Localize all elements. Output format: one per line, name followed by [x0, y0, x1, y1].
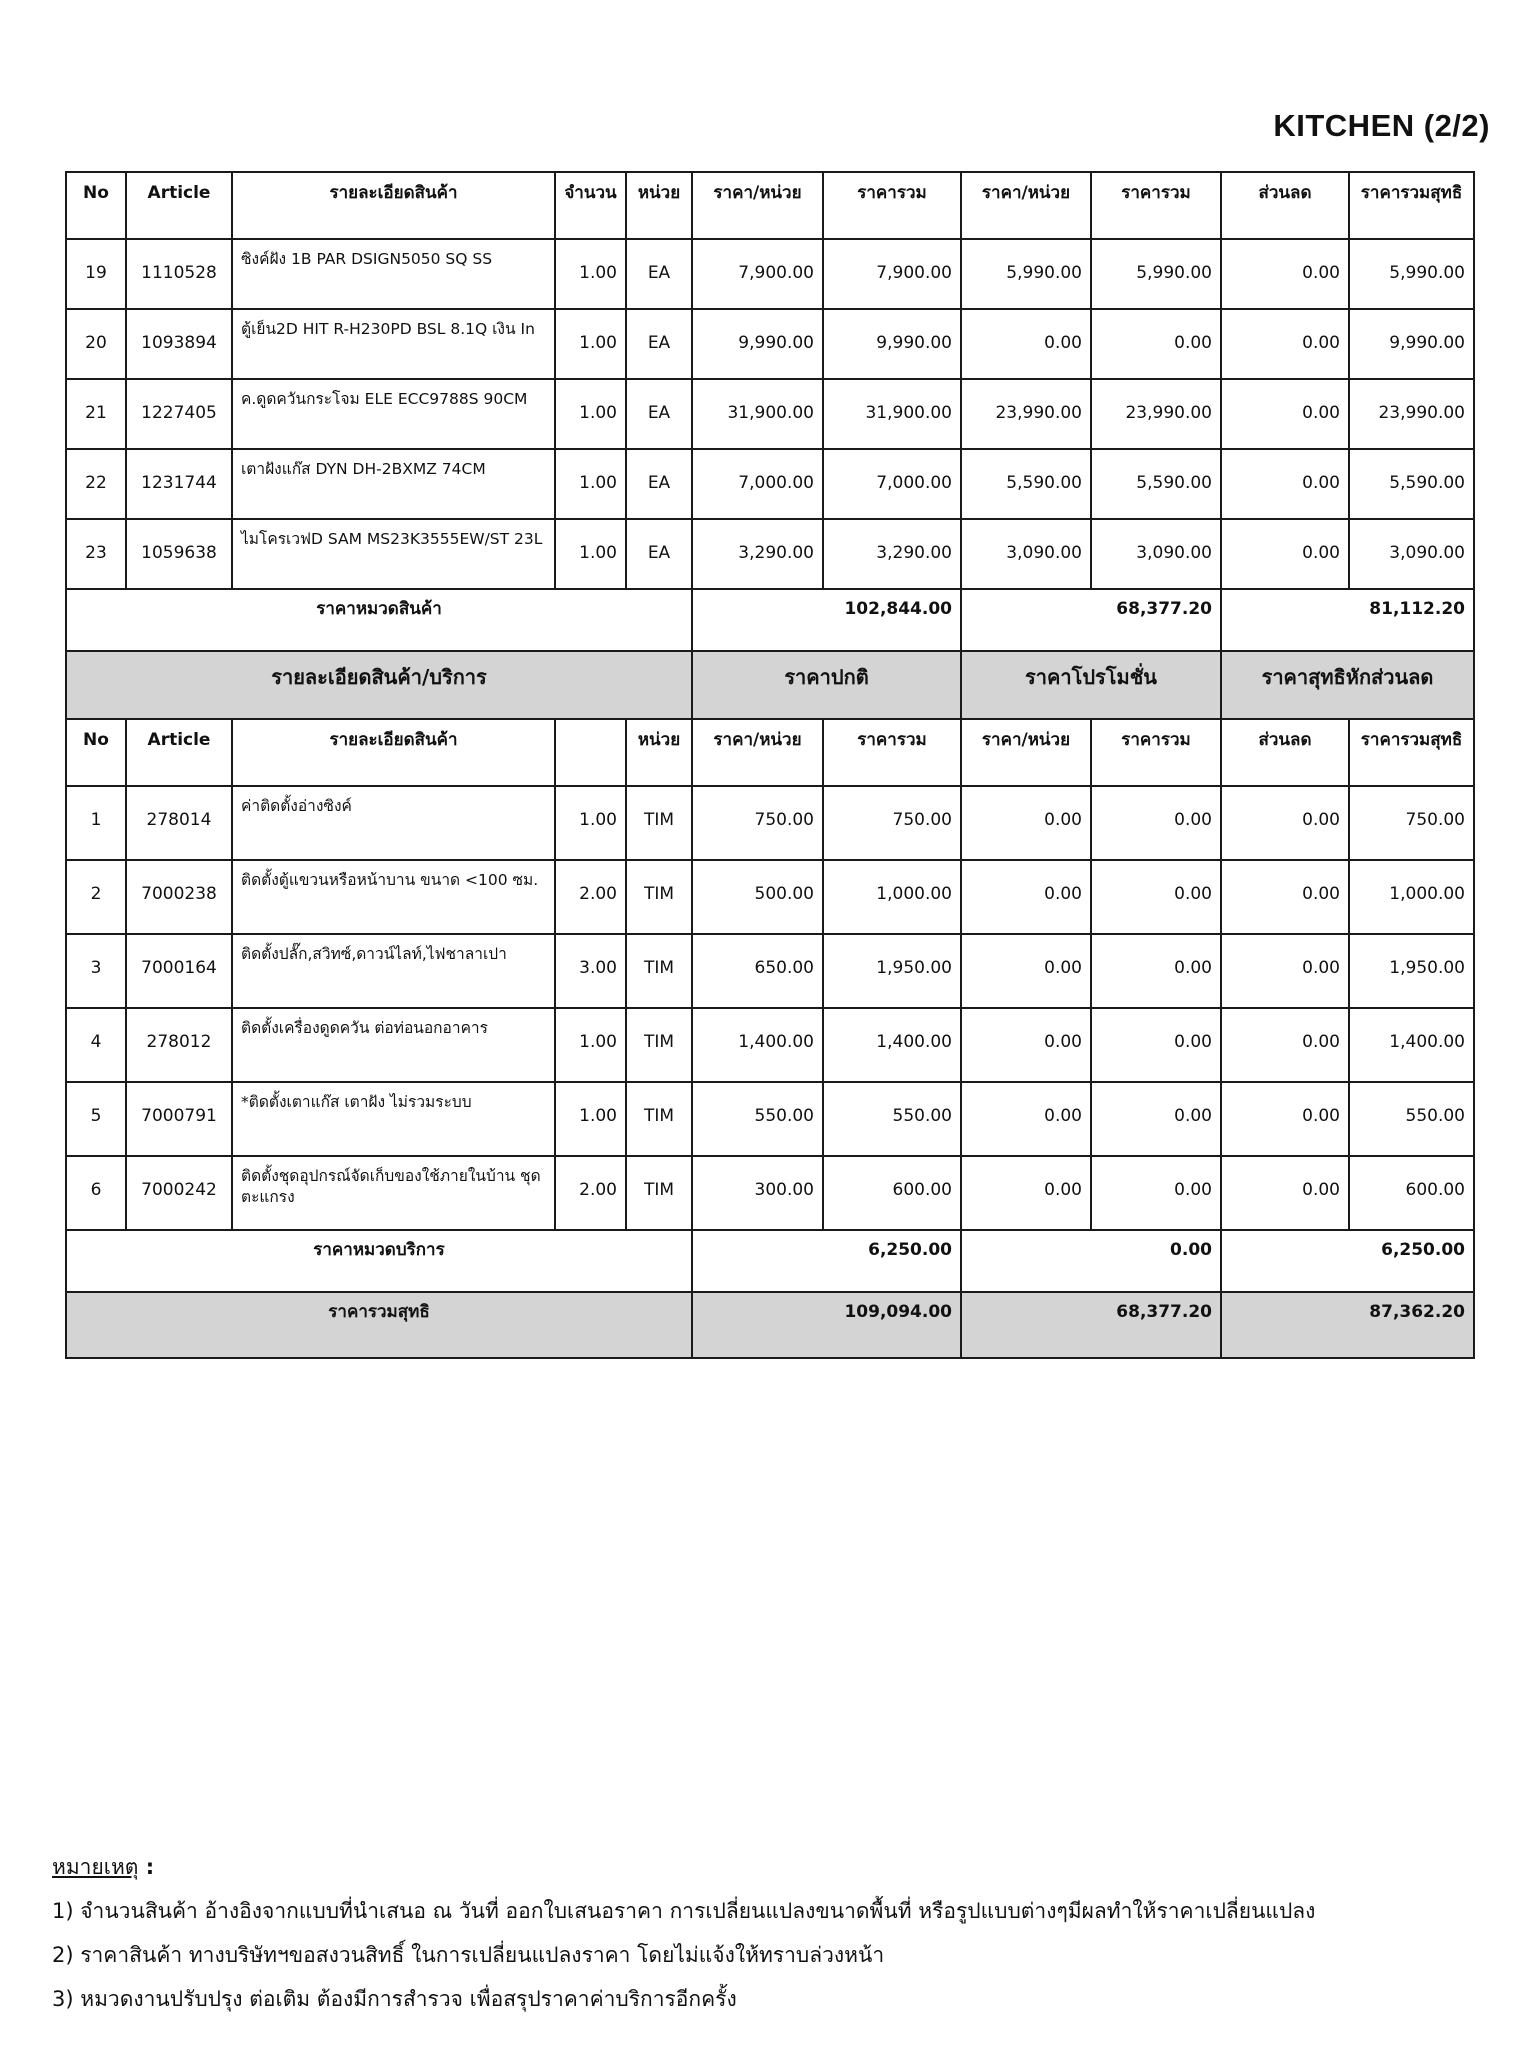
row-article: 1093894 [126, 309, 232, 379]
note-item: 1) จำนวนสินค้า อ้างอิงจากแบบที่นำเสนอ ณ วันที่ ออกใบเสนอราคา การเปลี่ยนแปลงขนาดพื้นที่ หรือรูปแบบต่างๆมีผลทำให้ราคาเปลี่ยนแปลง [52, 1899, 1316, 1923]
service-subtotal-label: ราคาหมวดบริการ [66, 1230, 692, 1292]
row-qty: 2.00 [555, 860, 626, 934]
service-row [66, 786, 1474, 860]
row-discount: 0.00 [1221, 1156, 1349, 1230]
row-normal-unit-price: 7,900.00 [692, 239, 823, 309]
row-desc: ค่าติดตั้งอ่างซิงค์ [232, 786, 555, 860]
header-promo-unit-price: ราคา/หน่วย [961, 172, 1091, 239]
row-qty: 2.00 [555, 1156, 626, 1230]
row-promo-unit-price: 0.00 [961, 309, 1091, 379]
row-promo-unit-price: 23,990.00 [961, 379, 1091, 449]
row-article: 1227405 [126, 379, 232, 449]
service-row [66, 860, 1474, 934]
row-net-total: 1,400.00 [1349, 1008, 1474, 1082]
product-row [66, 449, 1474, 519]
row-net-total: 1,950.00 [1349, 934, 1474, 1008]
row-article: 1231744 [126, 449, 232, 519]
product-row [66, 239, 1474, 309]
row-desc: ติดตั้งชุดอุปกรณ์จัดเก็บของใช้ภายในบ้าน ชุดตะแกรง [232, 1156, 555, 1230]
row-normal-total: 550.00 [823, 1082, 961, 1156]
row-discount: 0.00 [1221, 786, 1349, 860]
row-desc: ติดตั้งปลั๊ก,สวิทซ์,ดาวน์ไลท์,ไฟชาลาเปา [232, 934, 555, 1008]
row-unit: TIM [626, 786, 692, 860]
row-normal-total: 750.00 [823, 786, 961, 860]
row-desc: *ติดตั้งเตาแก๊ส เตาฝัง ไม่รวมระบบ [232, 1082, 555, 1156]
row-net-total: 23,990.00 [1349, 379, 1474, 449]
row-normal-total: 1,000.00 [823, 860, 961, 934]
row-promo-total: 0.00 [1091, 786, 1221, 860]
header-qty-empty [555, 719, 626, 786]
row-discount: 0.00 [1221, 519, 1349, 589]
notes-heading [52, 1845, 1492, 1889]
row-article: 7000238 [126, 860, 232, 934]
header-normal-unit-price: ราคา/หน่วย [692, 172, 823, 239]
row-normal-unit-price: 1,400.00 [692, 1008, 823, 1082]
service-row [66, 1156, 1474, 1230]
row-promo-total: 5,990.00 [1091, 239, 1221, 309]
row-discount: 0.00 [1221, 379, 1349, 449]
section-header-promo: ราคาโปรโมชั่น [961, 651, 1221, 719]
row-qty: 1.00 [555, 379, 626, 449]
row-qty: 1.00 [555, 449, 626, 519]
row-no: 19 [66, 239, 126, 309]
row-promo-unit-price: 3,090.00 [961, 519, 1091, 589]
row-desc: ค.ดูดควันกระโจม ELE ECC9788S 90CM [232, 379, 555, 449]
row-net-total: 600.00 [1349, 1156, 1474, 1230]
row-normal-total: 3,290.00 [823, 519, 961, 589]
row-normal-unit-price: 550.00 [692, 1082, 823, 1156]
quotation-table [65, 171, 1475, 1359]
header-promo-total: ราคารวม [1091, 172, 1221, 239]
row-discount: 0.00 [1221, 309, 1349, 379]
row-desc: เตาฝังแก๊ส DYN DH-2BXMZ 74CM [232, 449, 555, 519]
header-discount: ส่วนลด [1221, 719, 1349, 786]
row-promo-unit-price: 0.00 [961, 1082, 1091, 1156]
row-normal-total: 7,000.00 [823, 449, 961, 519]
section-header-net: ราคาสุทธิหักส่วนลด [1221, 651, 1474, 719]
header-promo-total: ราคารวม [1091, 719, 1221, 786]
row-promo-total: 0.00 [1091, 1008, 1221, 1082]
row-discount: 0.00 [1221, 1082, 1349, 1156]
grand-total-promo: 68,377.20 [961, 1292, 1221, 1358]
row-desc: ติดตั้งตู้แขวนหรือหน้าบาน ขนาด <100 ซม. [232, 860, 555, 934]
row-normal-total: 1,950.00 [823, 934, 961, 1008]
header-no: No [66, 172, 126, 239]
row-unit: TIM [626, 934, 692, 1008]
grand-total-normal: 109,094.00 [692, 1292, 961, 1358]
row-desc: ติดตั้งเครื่องดูดควัน ต่อท่อนอกอาคาร [232, 1008, 555, 1082]
row-net-total: 3,090.00 [1349, 519, 1474, 589]
row-promo-unit-price: 0.00 [961, 1156, 1091, 1230]
row-no: 21 [66, 379, 126, 449]
row-net-total: 9,990.00 [1349, 309, 1474, 379]
service-row [66, 1082, 1474, 1156]
row-promo-total: 23,990.00 [1091, 379, 1221, 449]
row-normal-unit-price: 300.00 [692, 1156, 823, 1230]
header-article: Article [126, 172, 232, 239]
header-unit: หน่วย [626, 172, 692, 239]
row-qty: 1.00 [555, 239, 626, 309]
row-qty: 1.00 [555, 519, 626, 589]
product-subtotal-row [66, 589, 1474, 651]
header-qty: จำนวน [555, 172, 626, 239]
service-subtotal-net: 6,250.00 [1221, 1230, 1474, 1292]
row-unit: TIM [626, 1156, 692, 1230]
service-header-row [66, 719, 1474, 786]
row-promo-unit-price: 0.00 [961, 860, 1091, 934]
row-no: 2 [66, 860, 126, 934]
row-normal-unit-price: 3,290.00 [692, 519, 823, 589]
service-section-header [66, 651, 1474, 719]
row-normal-total: 7,900.00 [823, 239, 961, 309]
row-no: 5 [66, 1082, 126, 1156]
row-discount: 0.00 [1221, 239, 1349, 309]
product-subtotal-normal: 102,844.00 [692, 589, 961, 651]
product-subtotal-label: ราคาหมวดสินค้า [66, 589, 692, 651]
row-article: 278014 [126, 786, 232, 860]
notes-title: หมายเหตุ [52, 1855, 139, 1879]
product-row [66, 519, 1474, 589]
row-normal-total: 31,900.00 [823, 379, 961, 449]
row-discount: 0.00 [1221, 449, 1349, 519]
row-article: 278012 [126, 1008, 232, 1082]
row-desc: ไมโครเวฟD SAM MS23K3555EW/ST 23L [232, 519, 555, 589]
row-normal-total: 1,400.00 [823, 1008, 961, 1082]
row-promo-unit-price: 0.00 [961, 1008, 1091, 1082]
header-promo-unit-price: ราคา/หน่วย [961, 719, 1091, 786]
row-discount: 0.00 [1221, 934, 1349, 1008]
notes-colon: : [138, 1855, 155, 1879]
row-no: 20 [66, 309, 126, 379]
row-unit: EA [626, 449, 692, 519]
row-desc: ซิงค์ฝัง 1B PAR DSIGN5050 SQ SS [232, 239, 555, 309]
row-promo-unit-price: 0.00 [961, 934, 1091, 1008]
row-discount: 0.00 [1221, 1008, 1349, 1082]
row-net-total: 550.00 [1349, 1082, 1474, 1156]
row-net-total: 1,000.00 [1349, 860, 1474, 934]
row-normal-unit-price: 500.00 [692, 860, 823, 934]
header-desc: รายละเอียดสินค้า [232, 719, 555, 786]
header-net-total: ราคารวมสุทธิ [1349, 719, 1474, 786]
row-qty: 1.00 [555, 1008, 626, 1082]
row-net-total: 750.00 [1349, 786, 1474, 860]
row-promo-total: 3,090.00 [1091, 519, 1221, 589]
service-row [66, 934, 1474, 1008]
header-discount: ส่วนลด [1221, 172, 1349, 239]
row-unit: EA [626, 239, 692, 309]
grand-total-net: 87,362.20 [1221, 1292, 1474, 1358]
section-header-normal: ราคาปกติ [692, 651, 961, 719]
row-unit: EA [626, 309, 692, 379]
header-no: No [66, 719, 126, 786]
row-unit: EA [626, 379, 692, 449]
service-row [66, 1008, 1474, 1082]
row-normal-unit-price: 650.00 [692, 934, 823, 1008]
row-unit: TIM [626, 1008, 692, 1082]
header-normal-unit-price: ราคา/หน่วย [692, 719, 823, 786]
row-normal-unit-price: 9,990.00 [692, 309, 823, 379]
grand-total-row [66, 1292, 1474, 1358]
row-normal-total: 600.00 [823, 1156, 961, 1230]
row-normal-unit-price: 750.00 [692, 786, 823, 860]
row-no: 23 [66, 519, 126, 589]
row-article: 7000164 [126, 934, 232, 1008]
header-desc: รายละเอียดสินค้า [232, 172, 555, 239]
row-no: 3 [66, 934, 126, 1008]
row-no: 6 [66, 1156, 126, 1230]
row-qty: 1.00 [555, 1082, 626, 1156]
row-promo-unit-price: 5,590.00 [961, 449, 1091, 519]
header-net-total: ราคารวมสุทธิ [1349, 172, 1474, 239]
row-article: 7000242 [126, 1156, 232, 1230]
product-subtotal-promo: 68,377.20 [961, 589, 1221, 651]
row-no: 4 [66, 1008, 126, 1082]
row-promo-total: 5,590.00 [1091, 449, 1221, 519]
row-qty: 1.00 [555, 786, 626, 860]
row-net-total: 5,990.00 [1349, 239, 1474, 309]
row-article: 1059638 [126, 519, 232, 589]
row-promo-total: 0.00 [1091, 309, 1221, 379]
service-subtotal-row [66, 1230, 1474, 1292]
row-desc: ตู้เย็น2D HIT R-H230PD BSL 8.1Q เงิน In [232, 309, 555, 379]
row-qty: 1.00 [555, 309, 626, 379]
product-header-row [66, 172, 1474, 239]
row-promo-total: 0.00 [1091, 1156, 1221, 1230]
section-header-desc: รายละเอียดสินค้า/บริการ [66, 651, 692, 719]
note-item: 2) ราคาสินค้า ทางบริษัทฯขอสงวนสิทธิ์ ในการเปลี่ยนแปลงราคา โดยไม่แจ้งให้ทราบล่วงหน้า [52, 1943, 885, 1967]
row-qty: 3.00 [555, 934, 626, 1008]
row-article: 1110528 [126, 239, 232, 309]
row-unit: TIM [626, 860, 692, 934]
header-normal-total: ราคารวม [823, 172, 961, 239]
header-normal-total: ราคารวม [823, 719, 961, 786]
product-subtotal-net: 81,112.20 [1221, 589, 1474, 651]
row-promo-total: 0.00 [1091, 1082, 1221, 1156]
row-promo-unit-price: 0.00 [961, 786, 1091, 860]
product-row [66, 309, 1474, 379]
service-subtotal-normal: 6,250.00 [692, 1230, 961, 1292]
service-subtotal-promo: 0.00 [961, 1230, 1221, 1292]
header-article: Article [126, 719, 232, 786]
row-unit: TIM [626, 1082, 692, 1156]
row-normal-unit-price: 7,000.00 [692, 449, 823, 519]
row-normal-unit-price: 31,900.00 [692, 379, 823, 449]
row-unit: EA [626, 519, 692, 589]
grand-total-label: ราคารวมสุทธิ [66, 1292, 692, 1358]
notes-section [52, 1845, 1492, 2021]
row-discount: 0.00 [1221, 860, 1349, 934]
product-row [66, 379, 1474, 449]
row-normal-total: 9,990.00 [823, 309, 961, 379]
page-title: KITCHEN (2/2) [1273, 108, 1490, 143]
row-article: 7000791 [126, 1082, 232, 1156]
header-unit: หน่วย [626, 719, 692, 786]
note-item: 3) หมวดงานปรับปรุง ต่อเติม ต้องมีการสำรวจ เพื่อสรุปราคาค่าบริการอีกครั้ง [52, 1987, 737, 2011]
row-promo-total: 0.00 [1091, 934, 1221, 1008]
row-net-total: 5,590.00 [1349, 449, 1474, 519]
row-no: 22 [66, 449, 126, 519]
row-promo-total: 0.00 [1091, 860, 1221, 934]
row-promo-unit-price: 5,990.00 [961, 239, 1091, 309]
row-no: 1 [66, 786, 126, 860]
